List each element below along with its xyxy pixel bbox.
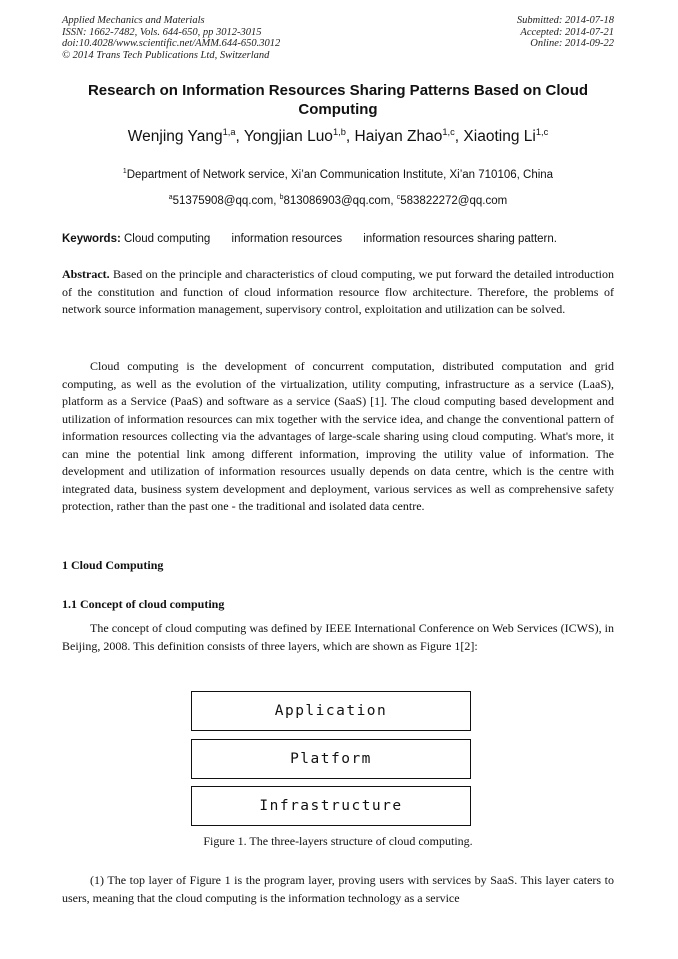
email-address: 813086903@qq.com, [283, 195, 397, 207]
author-list [62, 127, 614, 147]
submission-dates [517, 15, 614, 50]
online-date: Online: 2014-09-22 [530, 38, 614, 49]
author-separator: , [235, 128, 244, 145]
submitted-date: Submitted: 2014-07-18 [516, 15, 614, 26]
author-separator: , [454, 128, 464, 145]
author-name: Wenjing Yang [127, 128, 223, 145]
author-name: Haiyan Zhao [354, 128, 443, 145]
author-name: Yongjian Luo [243, 128, 333, 145]
accepted-date: Accepted: 2014-07-21 [520, 26, 614, 38]
author-separator: , [345, 128, 355, 145]
author-affiliation-mark: 1,a [222, 126, 236, 137]
email-address: 51375908@qq.com, [172, 195, 280, 207]
email-list [62, 193, 614, 209]
email-address: 583822272@qq.com [400, 195, 508, 207]
copyright-line: © 2014 Trans Tech Publications Ltd, Switzerland [62, 49, 270, 61]
paper-title: Research on Information Resources Sharing Patterns Based on Cloud Computing [87, 82, 589, 118]
author-affiliation-mark: 1,b [332, 126, 346, 137]
platform-layer-box: Platform [191, 739, 471, 779]
affiliation-text: Department of Network service, Xi’an Communication Institute, Xi’an 710106, China [126, 169, 554, 181]
issn-line: ISSN: 1662-7482, Vols. 644-650, pp 3012-3015 [62, 26, 262, 38]
abstract-text: Based on the principle and characteristics of cloud computing, we put forward the detailed introduction of the constitution and function of cloud information resource flow architecture. Therefore, the problems of network source information management, supervisory control, exploitation and utilization can be solved. [62, 267, 614, 316]
abstract [62, 266, 614, 319]
journal-info [62, 15, 280, 61]
author-affiliation-mark: 1,c [535, 126, 549, 137]
journal-name: Applied Mechanics and Materials [62, 15, 205, 26]
author-affiliation-mark: 1,c [442, 126, 455, 137]
abstract-label: Abstract. [62, 267, 110, 281]
email-mark: a [168, 194, 173, 202]
keyword: information resources [231, 233, 343, 245]
introduction-paragraph: Cloud computing is the development of concurrent computation, distributed computation and grid computing, as well as the evolution of the virtualization, utility computing, infrastructure as a service (LaaS), platform as a Service (PaaS) and software as a service (SaaS) [1]. The cloud computing based development and utilization of information resources can mix together with the service idea, and change the conventional pattern of information resources collecting via the advantages of large-scale sharing using cloud computing. What's more, it can mine the potential link among different information, improving the utility value of information. The development and utilization of information resources usually depends on data centre, which is the centre with integrated data, business system development and deployment, various services as well as comprehensive safety protection, rather than the past one - the traditional and isolated data centre. [62, 359, 614, 513]
affiliation-mark: 1 [122, 168, 127, 176]
layer-description-paragraph: (1) The top layer of Figure 1 is the program layer, proving users with services by SaaS. This layer caters to users, meaning that the cloud computing is the information technology as a service [62, 873, 614, 905]
author-name: Xiaoting Li [463, 128, 536, 145]
email-mark: b [279, 194, 284, 202]
affiliation [62, 167, 614, 183]
keywords-label: Keywords: [62, 233, 121, 245]
keywords [62, 231, 557, 247]
application-layer-box: Application [191, 691, 471, 731]
keyword: information resources sharing pattern. [363, 233, 557, 245]
section-heading: 1 Cloud Computing [62, 558, 164, 572]
figure-caption: Figure 1. The three-layers structure of cloud computing. [203, 834, 473, 848]
email-mark: c [396, 194, 401, 202]
concept-paragraph: The concept of cloud computing was defined by IEEE International Conference on Web Services (ICWS), in Beijing, 2008. This definition consists of three layers, which are shown as Figure 1[2]: [62, 621, 614, 653]
infrastructure-layer-box: Infrastructure [191, 786, 471, 826]
keyword: Cloud computing [124, 233, 211, 245]
subsection-heading: 1.1 Concept of cloud computing [62, 597, 225, 611]
doi-line: doi:10.4028/www.scientific.net/AMM.644-650.3012 [62, 38, 281, 49]
